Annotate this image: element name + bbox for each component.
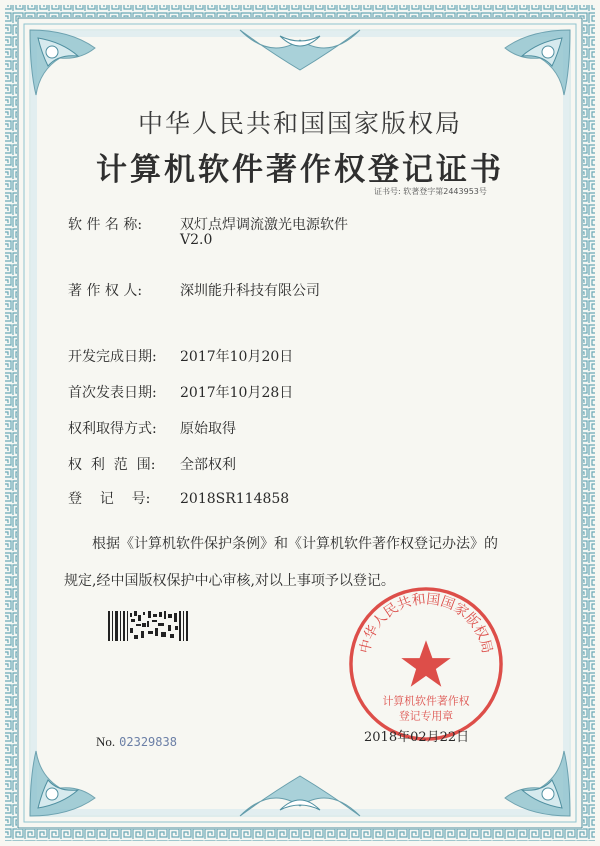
field-value: 全部权利 [180,457,236,473]
field-label: 权 利 范 围: [68,457,156,473]
field-label: 软 件 名 称: [68,217,143,233]
field-label: 首次发表日期: [68,385,157,401]
field-value: 双灯点焊调流激光电源软件 [180,217,348,233]
certificate-number [374,186,487,197]
issue-date: 2018年02月22日 [364,730,470,745]
corner-ornament-bottom-left [30,751,95,816]
certificate-title: 计算机软件著作权登记证书 [96,152,504,188]
field-value: 深圳能升科技有限公司 [180,283,320,299]
field-acquisition-method [68,418,236,438]
field-software-name [68,214,348,234]
corner-ornament-top-right [505,30,570,95]
statement-line-2: 规定,经中国版权保护中心审核,对以上事项予以登记。 [64,573,395,589]
serial-number [96,734,177,750]
serial-value: 02329838 [119,735,177,749]
field-value: 2017年10月20日 [180,349,294,365]
statement-line-1: 根据《计算机软件保护条例》和《计算机软件著作权登记办法》的 [92,536,498,552]
corner-ornament-bottom-right [505,751,570,816]
certificate-number-label: 证书号: [374,187,401,196]
field-copyright-owner [68,280,320,300]
seal-center-line-2: 登记专用章 [398,709,454,723]
field-software-version [180,232,212,248]
field-value: 2017年10月28日 [180,385,294,401]
certificate-number-value: 软著登字第2443953号 [403,187,487,196]
field-value: V2.0 [180,232,213,248]
field-label: 著 作 权 人: [68,283,143,299]
field-value: 原始取得 [180,421,236,437]
field-label: 开发完成日期: [68,349,157,365]
field-rights-scope [68,454,236,474]
serial-label: No. [96,734,116,749]
barcode-image [108,611,188,641]
field-label: 权利取得方式: [68,421,157,437]
corner-ornament-top-left [30,30,95,95]
official-seal [347,585,505,743]
seal-center-line-1: 计算机软件著作权 [382,694,470,708]
field-value: 2018SR114858 [180,491,290,507]
field-registration-number [68,488,289,508]
seal-ring-text: 中华人民共和国国家版权局 [357,591,495,656]
star-icon [401,640,450,686]
field-development-date [68,346,293,366]
field-publish-date [68,382,293,402]
issuer-title: 中华人民共和国国家版权局 [137,109,462,138]
field-label: 登 记 号: [68,491,151,507]
